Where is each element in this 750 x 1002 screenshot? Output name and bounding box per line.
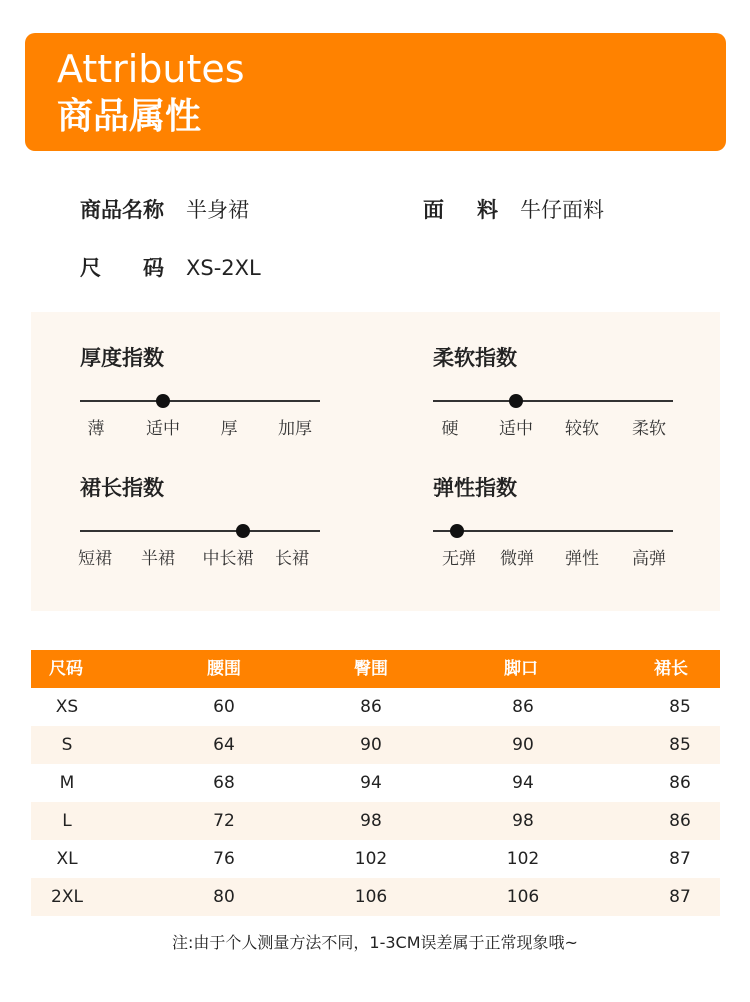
softness-label-4: 柔软 (632, 419, 666, 439)
cell-size: 2XL (51, 887, 83, 907)
cell-hip: 90 (360, 735, 382, 755)
cell-waist: 80 (213, 887, 235, 907)
size-range-value: XS-2XL (186, 256, 261, 280)
cell-length: 86 (669, 773, 691, 793)
softness-index (433, 344, 673, 464)
elasticity-scale-line (433, 530, 673, 532)
size-table-header (31, 650, 720, 688)
cell-hem: 102 (506, 849, 540, 869)
cell-size: M (59, 773, 75, 793)
fabric-row (423, 196, 604, 224)
cell-hip: 98 (360, 811, 382, 831)
softness-label-1: 硬 (441, 419, 459, 439)
cell-hip: 86 (360, 697, 382, 717)
elasticity-label-3: 弹性 (565, 549, 599, 569)
thickness-index (80, 344, 320, 464)
elasticity-label-1: 无弹 (442, 549, 476, 569)
length-index-title: 裙长指数 (80, 476, 164, 500)
length-label-4: 长裙 (275, 549, 309, 569)
cell-waist: 60 (213, 697, 235, 717)
elasticity-label-4: 高弹 (632, 549, 666, 569)
banner-title-en: Attributes (57, 47, 245, 91)
length-scale-line (80, 530, 320, 532)
cell-length: 85 (669, 735, 691, 755)
length-index (80, 474, 320, 594)
fabric-key-2: 料 (477, 198, 498, 222)
cell-waist: 76 (213, 849, 235, 869)
index-panel (31, 312, 720, 611)
attributes-banner (25, 33, 726, 151)
product-name-key: 商品名称 (80, 198, 164, 222)
cell-hip: 94 (360, 773, 382, 793)
thickness-scale-marker (156, 394, 170, 408)
table-row (31, 688, 720, 726)
softness-index-title: 柔软指数 (433, 346, 517, 370)
cell-hem: 94 (512, 773, 534, 793)
thickness-label-1: 薄 (87, 419, 105, 439)
thickness-index-title: 厚度指数 (80, 346, 164, 370)
fabric-key-1: 面 (423, 198, 444, 222)
cell-length: 87 (669, 849, 691, 869)
size-key-1: 尺 (80, 256, 101, 280)
thickness-label-4: 加厚 (278, 419, 312, 439)
softness-label-2: 适中 (499, 419, 533, 439)
table-row (31, 726, 720, 764)
cell-size: XL (56, 849, 78, 869)
cell-length: 87 (669, 887, 691, 907)
softness-scale-line (433, 400, 673, 402)
table-row (31, 802, 720, 840)
length-label-1: 短裙 (78, 549, 112, 569)
banner-title-cn: 商品属性 (57, 96, 202, 137)
header-hip: 臀围 (354, 659, 388, 679)
length-label-3: 中长裙 (202, 549, 254, 569)
cell-waist: 64 (213, 735, 235, 755)
cell-size: S (61, 735, 73, 755)
length-scale-marker (236, 524, 250, 538)
header-hem: 脚口 (504, 659, 538, 679)
thickness-scale-line (80, 400, 320, 402)
cell-hem: 106 (506, 887, 540, 907)
cell-hip: 102 (354, 849, 388, 869)
product-name-value: 半身裙 (186, 198, 249, 222)
table-row (31, 840, 720, 878)
header-size: 尺码 (49, 659, 83, 679)
length-label-2: 半裙 (141, 549, 175, 569)
cell-hem: 90 (512, 735, 534, 755)
table-row (31, 878, 720, 916)
product-name-row (80, 196, 249, 224)
size-range-row (80, 254, 261, 282)
softness-scale-marker (509, 394, 523, 408)
cell-size: XS (55, 697, 79, 717)
elasticity-scale-marker (450, 524, 464, 538)
cell-hip: 106 (354, 887, 388, 907)
softness-label-3: 较软 (565, 419, 599, 439)
cell-hem: 86 (512, 697, 534, 717)
thickness-label-2: 适中 (146, 419, 180, 439)
cell-length: 85 (669, 697, 691, 717)
header-length: 裙长 (654, 659, 688, 679)
cell-waist: 68 (213, 773, 235, 793)
elasticity-index (433, 474, 673, 594)
elasticity-index-title: 弹性指数 (433, 476, 517, 500)
header-waist: 腰围 (207, 659, 241, 679)
cell-waist: 72 (213, 811, 235, 831)
size-table (31, 650, 720, 916)
cell-hem: 98 (512, 811, 534, 831)
thickness-label-3: 厚 (220, 419, 238, 439)
fabric-value: 牛仔面料 (520, 198, 604, 222)
elasticity-label-2: 微弹 (500, 549, 534, 569)
measurement-note: 注:由于个人测量方法不同，1-3CM误差属于正常现象哦~ (172, 933, 578, 952)
size-key-2: 码 (143, 256, 164, 280)
cell-length: 86 (669, 811, 691, 831)
table-row (31, 764, 720, 802)
cell-size: L (62, 811, 72, 831)
